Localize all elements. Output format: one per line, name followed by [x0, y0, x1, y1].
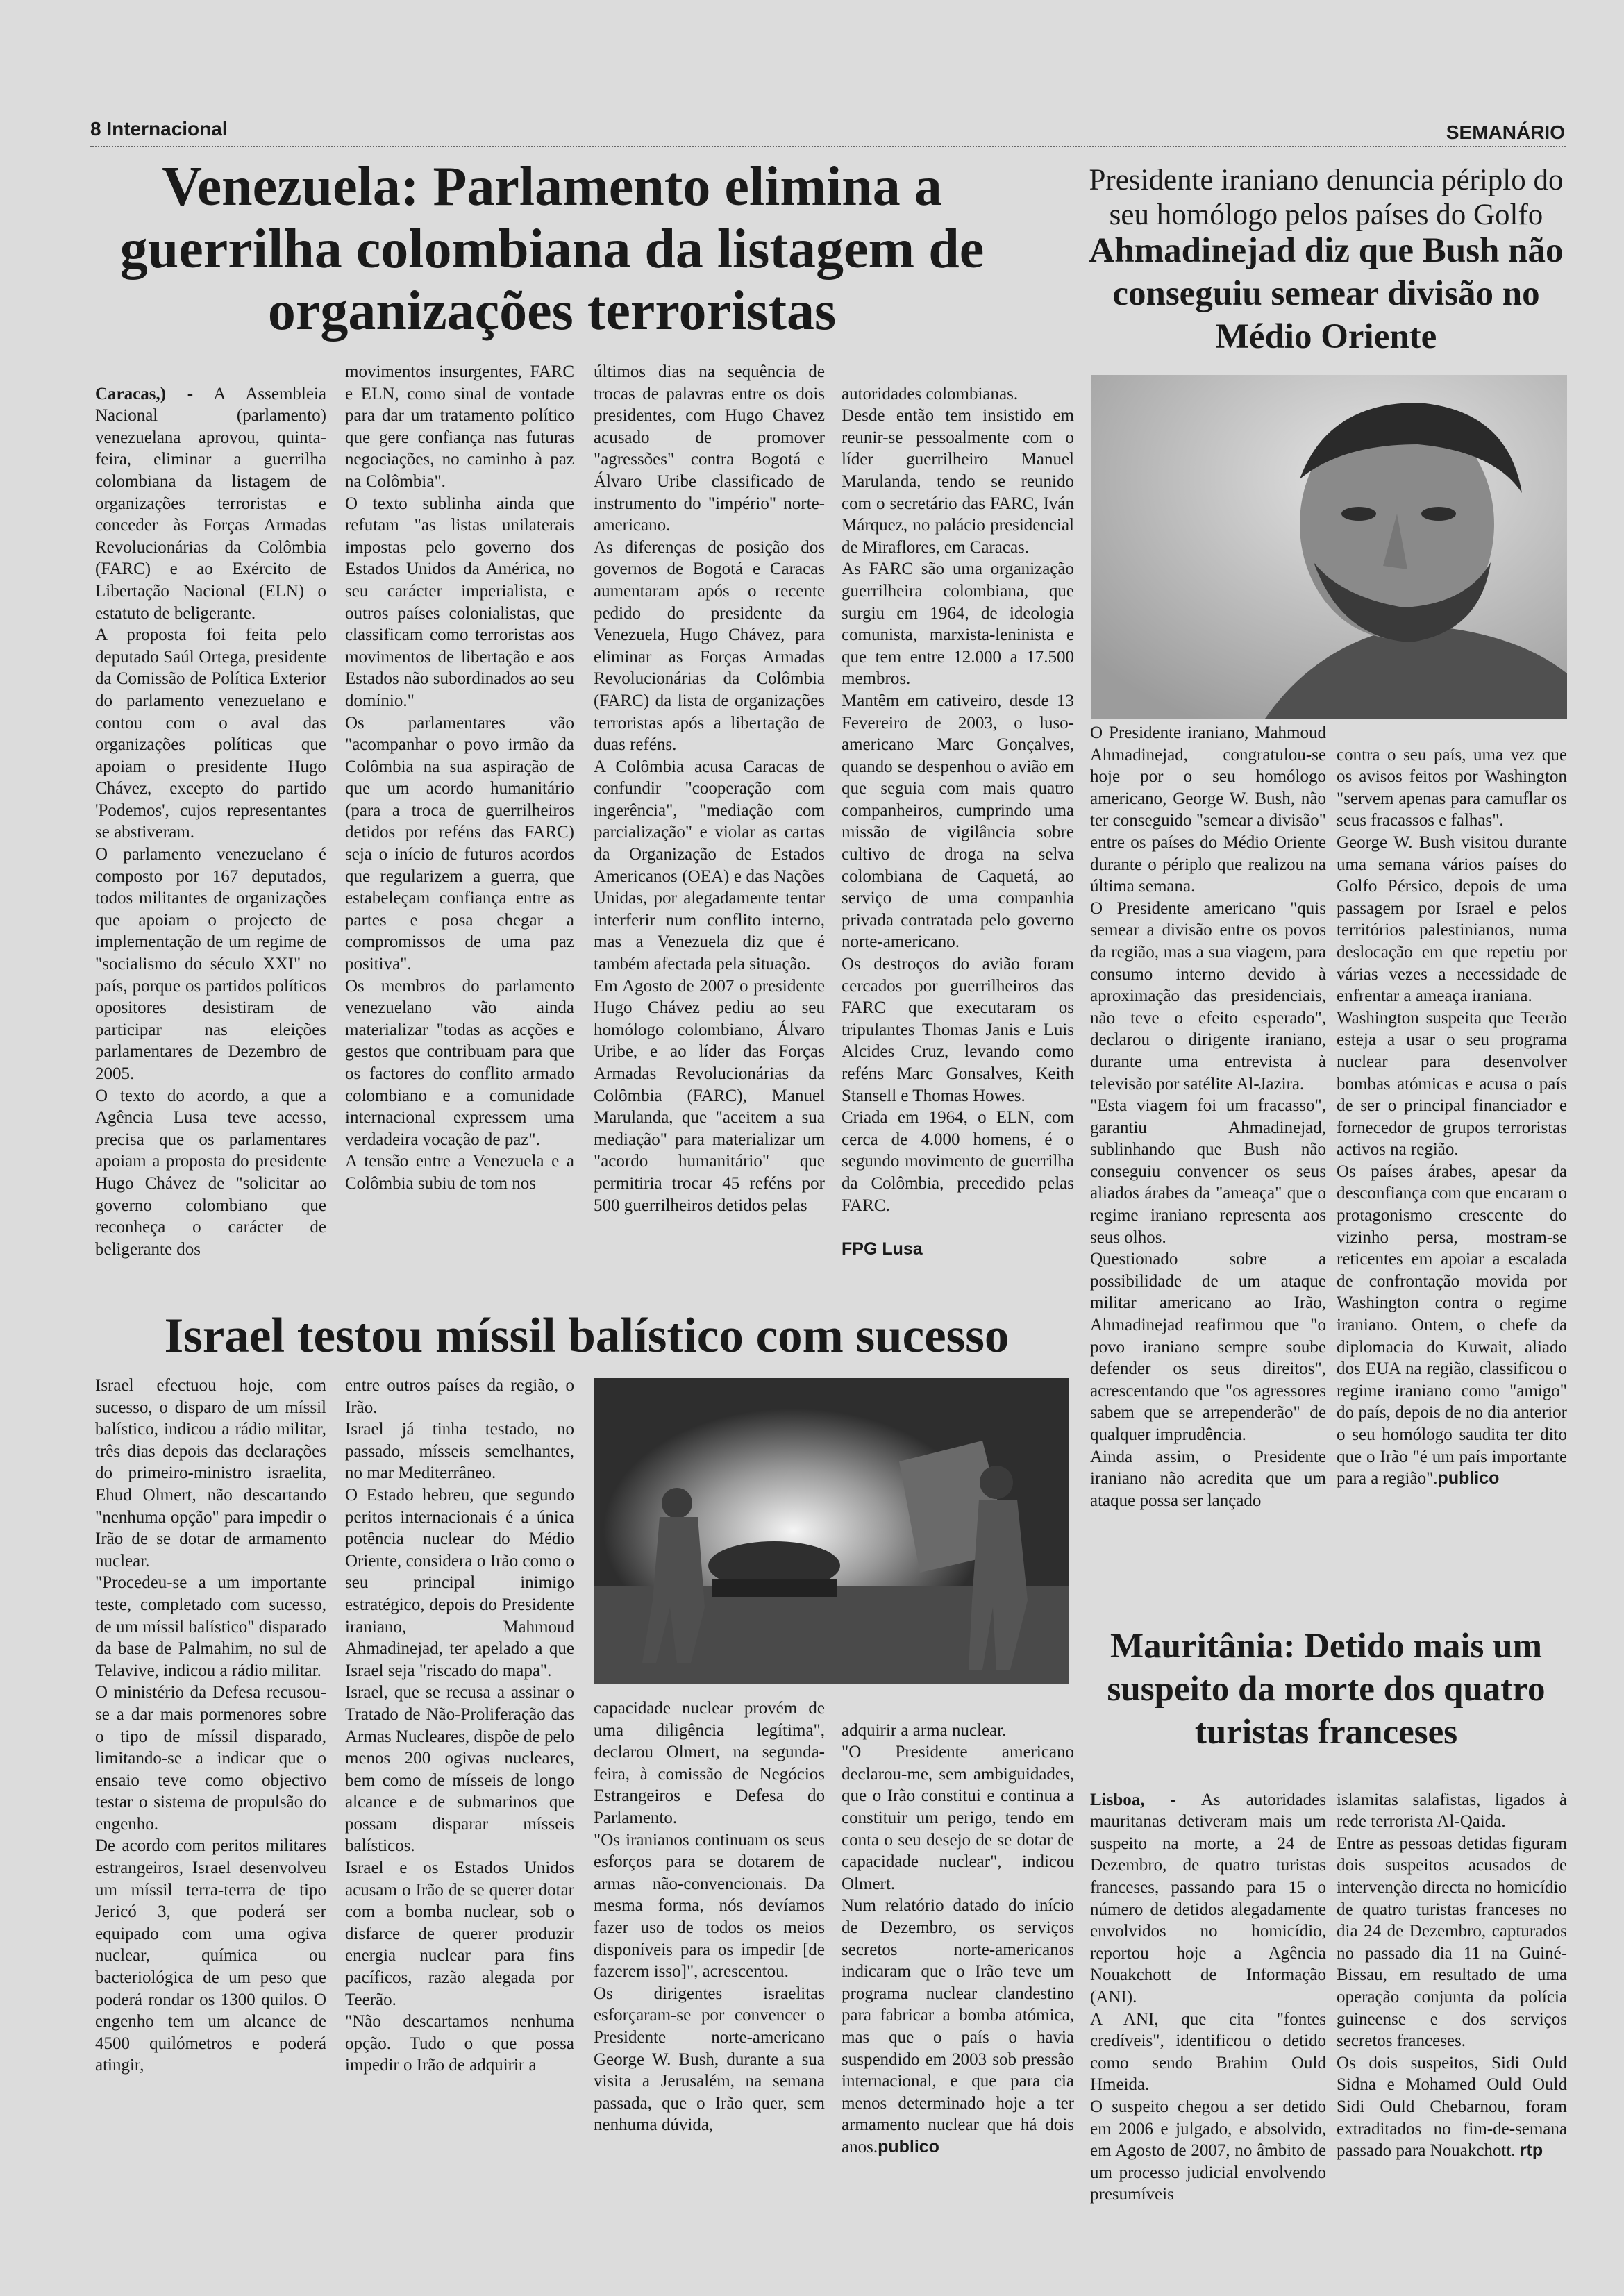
mauritania-column-1 [1090, 1767, 1326, 2253]
venezuela-headline-line-1: Venezuela: Parlamento elimina a [162, 156, 942, 217]
israel-column-4-text: adquirir a arma nuclear. "O Presidente americano declarou-me, sem ambiguidades, que o Irão constitui e continua a constituir um perigo, tendo em conta o seu desejo de se dotar de capacidade nuclear", indicou Olmert. Num relatório datado do início de Dezembro, os serviços secretos norte-americanos indicaram que o Irão teve um programa nuclear clandestino para fabricar a bomba atómica, mas que o país o havia suspendido em 2003 sob pressão internacional, e que para cia menos determinado hoje a ter armamento nuclear que há dois anos. [842, 1720, 1074, 2156]
venezuela-column-4-text: autoridades colombianas. Desde então tem insistido em reunir-se pessoalmente com o líder guerrilheiro Manuel Marulanda, tendo se reunido com o secretário das FARC, Iván Márquez, no palácio presidencial de Miraflores, em Caracas. As FARC são uma organização guerrilheira colombiana, que surgiu em 1964, de ideologia comunista, marxista-leninista e que tem entre 12.000 a 17.500 membros. Mantêm em cativeiro, desde 13 Fevereiro de 2003, o luso-americano Marc Gonçalves, quando se despenhou o avião em que seguia com mais quatro companheiros, cumprindo uma missão de vigilância sobre cultivo de droga na selva colombiana de Caquetá, ao serviço de uma companhia privada contratada pelo governo norte-americano. Os destroços do avião foram cercados por guerrilheiros das FARC que executaram os tripulantes Thomas Janis e Luis Alcides Cruz, levando como reféns Marc Gonsalves, Keith Stansell e Thomas Howes. Criada em 1964, o ELN, com cerca de 4.000 homens, é o segundo movimento de guerrilha da Colômbia, precedido pelas FARC. [842, 384, 1074, 1215]
iran-kicker: Presidente iraniano denuncia périplo do seu homólogo pelos países do Golfo [1089, 164, 1564, 231]
venezuela-column-3: últimos dias na sequência de trocas de palavras entre os dois presidentes, com Hugo Chavez acusado de promover "agressões" contra Bogotá e Álvaro Uribe classificado de instrumento do "império" norte-americano. As diferenças de posição dos governos de Bogotá e Caracas aumentaram após o recente pedido do presidente da Venezuela, Hugo Chávez, para eliminar as Forças Armadas Revolucionárias da Colômbia (FARC) da lista de organizações terroristas após a libertação de duas reféns. A Colômbia acusa Caracas de confundir "cooperação com ingerência", "mediação com parcialização" e violar as cartas da Organização de Estados Americanos (OEA) e das Nações Unidas, por alegadamente tentar interferir num conflito interno, mas a Venezuela diz que é também afectada pela situação. Em Agosto de 2007 o presidente Hugo Chávez pediu ao seu homólogo colombiano, Álvaro Uribe, e ao líder das Forças Armadas Revolucionárias da Colômbia (FARC), Manuel Marulanda, que "aceitem a sua mediação" para materializar um "acordo humanitário" que permitiria trocar 45 reféns por 500 guerrilheiros detidos pelas [594, 362, 825, 1215]
venezuela-dateline: Caracas,) - [95, 384, 194, 403]
mauritania-column-2 [1337, 1767, 1567, 2253]
mauritania-column-1-text: As autoridades mauritanas detiveram mais um suspeito na morte, a 24 de Dezembro, de quatro turistas franceses, passando para 15 o número de detidos alegadamente envolvidos no homicídio, reportou hoje a Agência Nouakchott de Informação (ANI). A ANI, que cita "fontes credíveis", identificou o detido como sendo Brahim Ould Hmeida. O suspeito chegou a ser detido em 2006 e julgado, e absolvido, em Agosto de 2007, no âmbito de um processo judicial envolvendo presumíveis [1090, 1790, 1326, 2204]
israel-column-2: entre outros países da região, o Irão. Israel já tinha testado, no passado, mísseis semelhantes, no mar Mediterrâneo. O Estado hebreu, que segundo peritos internacionais é a única potência nuclear do Médio Oriente, considera o Irão como o seu principal inimigo estratégico, depois do Presidente iraniano, Mahmoud Ahmadinejad, ter apelado a que Israel seja "riscado do mapa". Israel, que se recusa a assinar o Tratado de Não-Proliferação das Armas Nucleares, dispõe de pelo menos 200 ogivas nucleares, bem como de mísseis de longo alcance e de submarinos que possam disparar mísseis balísticos. Israel e os Estados Unidos acusam o Irão de se querer dotar com a bomba nuclear, sob o disfarce de querer produzir energia nuclear para fins pacíficos, razão alegada por Teerão. "Não descartamos nenhuma opção. Tudo o que possa impedir o Irão de adquirir a [345, 1376, 574, 2075]
israel-headline: Israel testou míssil balístico com sucesso [164, 1309, 1010, 1363]
venezuela-column-1 [95, 361, 326, 1305]
venezuela-column-4 [842, 361, 1074, 1305]
venezuela-signature: FPG Lusa [842, 1239, 923, 1259]
newspaper-name: SEMANÁRIO [1446, 121, 1565, 143]
ahmadinejad-photo [1091, 375, 1567, 719]
israel-column-3: capacidade nuclear provém de uma diligência legítima", declarou Olmert, na segunda-feira, à comissão de Negócios Estrangeiros e Defesa do Parlamento. "Os iranianos continuam os seus esforços para se dotarem de armas não-convencionais. Da mesma forma, nós devíamos fazer uso de todos os meios disponíveis para os impedir [de fazerem isso]", acrescentou. Os dirigentes israelitas esforçaram-se por convencer o Presidente norte-americano George W. Bush, durante a sua visita a Jerusalém, na semana passada, que o Irão quer, sem nenhuma dúvida, [594, 1699, 825, 2135]
venezuela-headline [94, 156, 1010, 343]
mauritania-dateline: Lisboa, - [1090, 1790, 1176, 1809]
mauritania-signature: rtp [1519, 2140, 1543, 2161]
israel-column-4 [842, 1698, 1074, 2253]
iran-signature: publico [1437, 1468, 1500, 1489]
iran-column-2 [1337, 722, 1567, 1621]
mauritania-column-2-text: islamitas salafistas, ligados à rede terrorista Al-Qaida. Entre as pessoas detidas figuram dois suspeitos acusados de intervenção directa no homicídio de quatro turistas franceses no dia 24 de Dezembro, capturados no passado dia 11 na Guiné-Bissau, em resultado de uma operação conjunta da polícia guineense e dos serviços secretos franceses. Os dois suspeitos, Sidi Ould Sidna e Mohamed Ould Ould Sidi Ould Chebarnou, foram extraditados no fim-de-semana passado para Nouakchott. [1337, 1790, 1567, 2161]
israel-signature: publico [878, 2136, 939, 2156]
venezuela-headline-line-3: organizações terroristas [267, 280, 837, 342]
venezuela-column-1-text: A Assembleia Nacional (parlamento) venezuelana aprovou, quinta-feira, eliminar a guerrilha colombiana da listagem de organizações terroristas e conceder às Forças Armadas Revolucionárias da Colômbia (FARC) e ao Exército de Libertação Nacional (ELN) o estatuto de beligerante. A proposta foi feita pelo deputado Saúl Ortega, presidente da Comissão de Política Exterior do parlamento venezuelano e contou com o aval das organizações políticas que apoiam o presidente Hugo Chávez, excepto do partido 'Podemos', cujos representantes se abstiveram. O parlamento venezuelano é composto por 167 deputados, todos militantes de organizações que apoiam o projecto de implementação de um regime de "socialismo do século XXI" no país, porque os partidos políticos opositores desistiram de participar nas eleições parlamentares de Dezembro de 2005. O texto do acordo, a que a Agência Lusa teve acesso, precisa que os parlamentares apoiam a proposta do presidente Hugo Chávez de "solicitar ao governo colombiano que reconheça o carácter de beligerante dos [95, 384, 326, 1259]
page-section-label: 8 Internacional [90, 118, 228, 140]
iran-headline: Ahmadinejad diz que Bush não conseguiu semear divisão no Médio Oriente [1089, 231, 1564, 356]
missile-plant-photo [594, 1378, 1069, 1684]
iran-column-1: O Presidente iraniano, Mahmoud Ahmadinejad, congratulou-se hoje por o seu homólogo americano, George W. Bush, não ter conseguido "semear a divisão" entre os países do Médio Oriente durante o périplo que realizou na última semana. O Presidente americano "quis semear a divisão entre os povos da região, mas a sua viagem, para consumo interno devido à aproximação das presidenciais, não teve o efeito esperado", declarou o dirigente iraniano, durante uma entrevista à televisão por satélite Al-Jazira. "Esta viagem foi um fracasso", garantiu Ahmadinejad, sublinhando que Bush não conseguiu convencer os seus aliados árabes da "ameaça" que o regime iraniano representa aos seus olhos. Questionado sobre a possibilidade de um ataque militar americano ao Irão, Ahmadinejad reafirmou que "o povo iraniano sempre soube defender os seus direitos", acrescentando que "os agressores sabem que se arrependerão" de qualquer imprudência. Ainda assim, o Presidente iraniano não acredita que um ataque possa ser lançado [1090, 723, 1326, 1510]
mauritania-headline: Mauritânia: Detido mais um suspeito da morte dos quatro turistas franceses [1107, 1627, 1546, 1752]
israel-column-1: Israel efectuou hoje, com sucesso, o disparo de um míssil balístico, indicou a rádio militar, três dias depois das declarações do primeiro-ministro israelita, Ehud Olmert, não descartando "nenhuma opção" para impedir o Irão de se dotar de armamento nuclear. "Procedeu-se a um importante teste, completado com sucesso, de um míssil balístico" disparado da base de Palmahim, no sul de Telavive, indicou a rádio militar. O ministério da Defesa recusou-se a dar mais pormenores sobre o tipo de míssil disparado, limitando-se a indicar que o ensaio teve como objectivo testar o sistema de propulsão do engenho. De acordo com peritos militares estrangeiros, Israel desenvolveu um míssil terra-terra de tipo Jericó 3, que poderá ser equipado com uma ogiva nuclear, química ou bacteriológica de um peso que poderá rondar os 1300 quilos. O engenho tem um alcance de 4500 quilómetros e poderá atingir, [95, 1376, 326, 2075]
header-rule [90, 146, 1566, 147]
venezuela-headline-line-2: guerrilha colombiana da listagem de [119, 218, 985, 280]
iran-column-2-text: contra o seu país, uma vez que os avisos feitos por Washington "servem apenas para camuflar os seus fracassos e falhas". George W. Bush visitou durante uma semana vários países do Golfo Pérsico, depois de uma passagem por Israel e pelos territórios palestinianos, numa deslocação em que repetiu por várias vezes a necessidade de enfrentar a ameaça iraniana. Washington suspeita que Teerão esteja a usar o seu programa nuclear para desenvolver bombas atómicas e acusa o país de ser o principal financiador e fornecedor de grupos terroristas activos na região. Os países árabes, apesar da desconfiança com que encaram o protagonismo crescente do vizinho persa, mostram-se reticentes em apoiar a escalada de confrontação movida por Washington contra o regime iraniano. Ontem, o chefe da diplomacia do Kuwait, aliado dos EUA na região, classificou o regime iraniano como "amigo" do país, depois de no dia anterior o seu homólogo saudita ter dito que o Irão "é um país importante para a região". [1337, 745, 1567, 1489]
venezuela-column-2: movimentos insurgentes, FARC e ELN, como sinal de vontade para dar um tratamento político que gere confiança nas futuras negociações, no caminho à paz na Colômbia". O texto sublinha ainda que refutam "as listas unilaterais impostas pelo governo dos Estados Unidos da América, no seu carácter imperialista, e outros países colonialistas, que classificam como terroristas aos movimentos de libertação e aos Estados não subordinados ao seu domínio." Os parlamentares vão "acompanhar o povo irmão da Colômbia na sua aspiração de que um acordo humanitário (para a troca de guerrilheiros detidos por reféns das FARC) seja o início de futuros acordos que regularizem a guerra, que estabeleçam confiança entre as partes e posa chegar a compromissos de uma paz positiva". Os membros do parlamento venezuelano vão ainda materializar "todas as acções e gestos que contribuam para que os factores do conflito armado colombiano e a comunidade internacional expressem uma verdadeira vocação de paz". A tensão entre a Venezuela e a Colômbia subiu de tom nos [345, 362, 574, 1193]
